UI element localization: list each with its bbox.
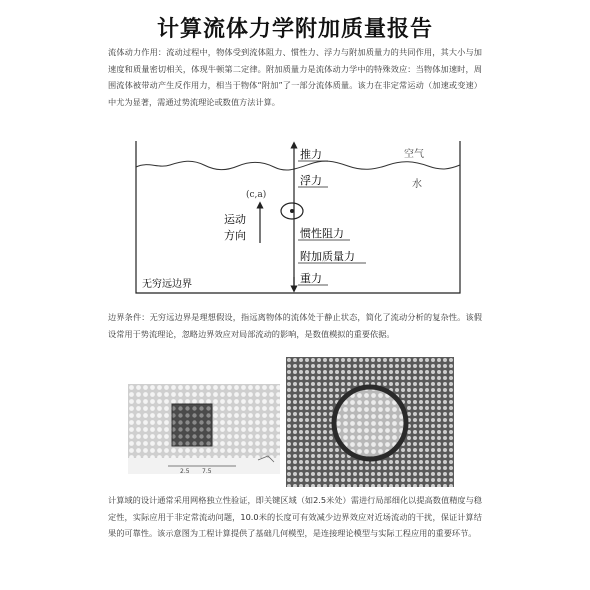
- label-gravity: 重力: [300, 272, 322, 285]
- label-thrust: 推力: [300, 148, 322, 161]
- force-diagram: [134, 139, 462, 297]
- label-inertia: 惯性阻力: [300, 227, 344, 240]
- label-far-boundary: 无穷远边界: [142, 279, 192, 290]
- label-air: 空气: [404, 149, 424, 160]
- document-title: 计算流体力学附加质量报告: [156, 16, 433, 42]
- label-added-mass: 附加质量力: [300, 250, 355, 263]
- paragraph-domain: 计算域的设计通常采用网格独立性验证，即关键区域（如2.5米处）需进行局部细化以提高数值精度与稳定性，实际应用于非定常流动问题，10.0米的长度可有效减少边界效应对近场流动的干扰，保证计算结果的可靠性。该示意图为工程计算提供了基础几何模型，是连接理论模型与实际工程应用的重要环节。: [108, 495, 482, 538]
- body-center: [290, 209, 294, 213]
- label-coords: (c,a): [246, 190, 267, 200]
- paragraph-boundary: 边界条件：无穷远边界是理想假设，指远离物体的流体处于静止状态，简化了流动分析的复杂性。该假设常用于势流理论，忽略边界效应对局部流动的影响，是数值模拟的重要依据。: [108, 312, 482, 339]
- paragraph-fluid-forces: 流体动力作用：流动过程中，物体受到流体阻力、惯性力、浮力与附加质量力的共同作用，其大小与加速度和质量密切相关，体现牛顿第二定律。附加质量力是流体动力学中的特殊效应：当物体加速时，周围流体被带动产生反作用力，相当于物体“附加”了一部分流体质量。该力在非定常运动（加速或变速）中尤为显著，需通过势流理论或数值方法计算。: [108, 47, 482, 107]
- label-buoyancy: 浮力: [300, 174, 322, 187]
- label-water: 水: [412, 179, 422, 190]
- label-motion-2: 方向: [224, 229, 246, 242]
- container-box: [136, 141, 460, 293]
- axis-tick-2: 7.5: [202, 468, 212, 474]
- water-surface: [136, 161, 460, 170]
- label-motion-1: 运动: [224, 213, 246, 226]
- mesh-figure-square: [128, 384, 280, 474]
- axis-tick-1: 2.5: [180, 468, 190, 474]
- mesh-figure-circle: [286, 357, 454, 487]
- force-diagram-svg: [134, 139, 462, 297]
